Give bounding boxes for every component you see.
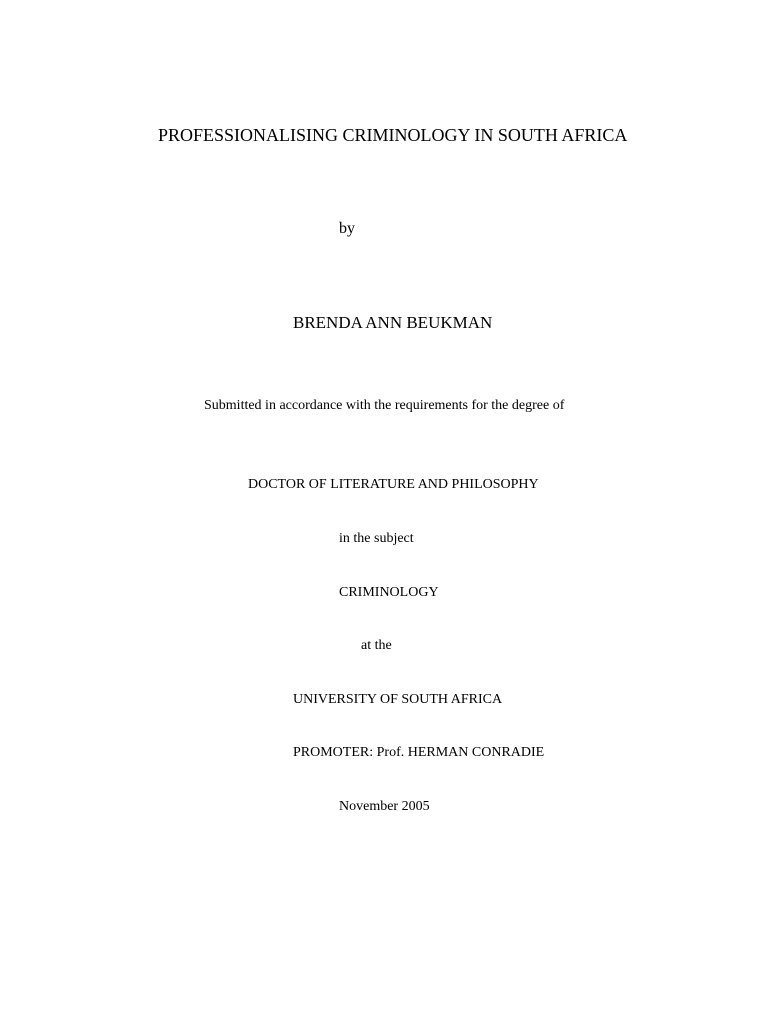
university-name: UNIVERSITY OF SOUTH AFRICA <box>293 692 503 707</box>
subject-intro: in the subject <box>339 531 414 546</box>
submission-date: November 2005 <box>339 799 430 814</box>
by-label: by <box>339 220 355 237</box>
promoter-line: PROMOTER: Prof. HERMAN CONRADIE <box>293 745 545 760</box>
degree-name: DOCTOR OF LITERATURE AND PHILOSOPHY <box>248 477 539 492</box>
thesis-title: PROFESSIONALISING CRIMINOLOGY IN SOUTH AFRICA <box>158 125 628 145</box>
subject-name: CRIMINOLOGY <box>339 585 439 600</box>
institution-intro: at the <box>361 638 392 653</box>
submission-statement: Submitted in accordance with the requirements for the degree of <box>204 398 565 413</box>
author-name: BRENDA ANN BEUKMAN <box>293 313 493 332</box>
